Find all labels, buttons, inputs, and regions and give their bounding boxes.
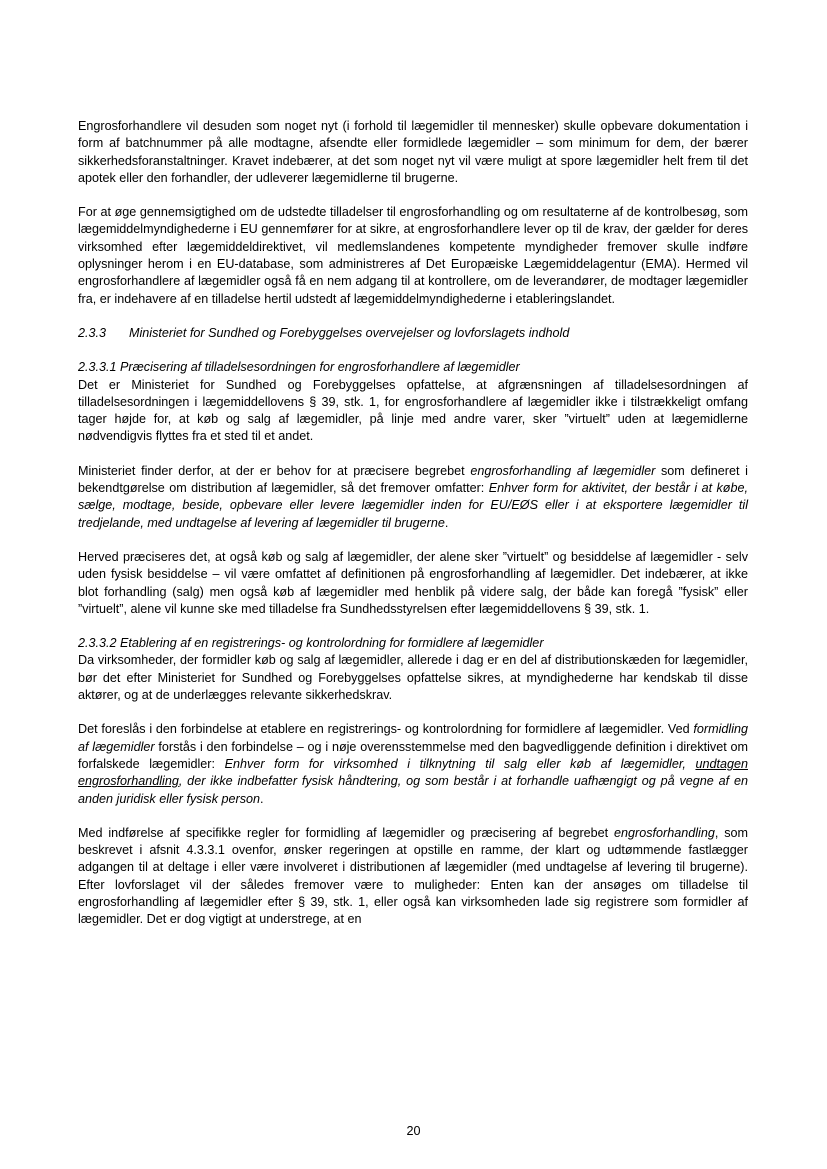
paragraph-definition-wholesale: Ministeriet finder derfor, at der er behov for at præcisere begrebet engrosforhandling af lægemidler som defineret i bekendtgørelse om distribution af lægemidler, så det fremover omfatter: Enhver form for aktivitet, der består i at købe, sælge, modtage, beside, opbevare eller levere lægemidler inden for EU/EØS eller i at eksportere lægemidler til tredjelande, med undtagelse af levering af lægemidler til brugerne.	[78, 463, 749, 530]
page-number: 20	[406, 1124, 421, 1138]
section-title: Ministeriet for Sundhed og Forebyggelses overvejelser og lovforslagets indhold	[129, 325, 570, 340]
paragraph-framework: Med indførelse af specifikke regler for formidling af lægemidler og præcisering af begrebet engrosforhandling, som beskrevet i afsnit 4.3.3.1 ovenfor, ønsker regeringen at opstille en ramme, der klart og udtømmende fastlægger adgangen til at deltage i eller være involveret i distributionen af lægemidler (med undtagelse af levering til brugerne). Efter lovforslaget vil der således fremover være to muligheder: Enten kan der ansøges om tilladelse til engrosforhandling af lægemidler efter § 39, stk. 1, eller også kan virksomheden lade sig registrere som formidler af lægemidler. Det er dog vigtigt at understrege, at en	[78, 825, 748, 927]
section-heading-2-3-3	[78, 325, 748, 342]
definition-text: Enhver form for virksomhed i tilknytning til salg eller køb af lægemidler, undtagen engrosforhandling, der ikke indbefatter fysisk håndtering, og som består i at forhandle uafhængigt og på vegne af en anden juridisk eller fysisk person	[78, 756, 748, 806]
paragraph-batch-documentation: Engrosforhandlere vil desuden som noget nyt (i forhold til lægemidler til mennesker) skulle opbevare dokumentation i form af batchnummer på alle modtagne, afsendte eller formidlede lægemidler – som minimum for dem, der bærer sikkerhedsforanstaltninger. Kravet indebærer, at det som noget nyt vil være muligt at spore lægemidler helt frem til det apotek eller den forhandler, der udleverer lægemidlerne til brugerne.	[78, 119, 748, 185]
underlined-exception: undtagen engrosforhandling	[78, 756, 748, 789]
paragraph-eu-database: For at øge gennemsigtighed om de udstedte tilladelser til engrosforhandling og om resultaterne af de kontrolbesøg, som lægemiddelmyndighederne i EU gennemfører for at sikre, at engrosforhandlere lever op til de krav, der gælder for deres virksomhed efter lægemiddeldirektivet, vil medlemslandenes kompetente myndigheder fremover skulle indføre oplysninger herom i en EU-database, som administreres af Det Europæiske Lægemiddelagentur (EMA). Hermed vil engrosforhandlere af lægemidler også få en nem adgang til at kontrollere, om de leverandører, de modtager lægemidler fra, er indehavere af en tilladelse hertil udstedt af lægemiddelmyndighederne i etableringslandet.	[78, 205, 748, 306]
paragraph-definition-brokering: Det foreslås i den forbindelse at etablere en registrerings- og kontrolordning for formidlere af lægemidler. Ved formidling af lægemidler forstås i den forbindelse – og i nøje overensstemmelse med den bagvedliggende definition i direktivet om forfalskede lægemidler: Enhver form for virksomhed i tilknytning til salg eller køb af lægemidler, undtagen engrosforhandling, der ikke indbefatter fysisk håndtering, og som består i at forhandle uafhængigt og på vegne af en anden juridisk eller fysisk person.	[78, 722, 748, 806]
paragraph-virtual-trade: Det er Ministeriet for Sundhed og Forebyggelses opfattelse, at afgrænsningen af tilladelsesordningen af tilladelsesordningen i lægemiddellovens § 39, stk. 1, for engrosforhandlere af lægemidler ikke i tilstrækkeligt omfang tager højde for, at køb og salg af lægemidler, på linje med andre varer, sker ”virtuelt” uden at lægemidlerne nødvendigvis flyttes fra et sted til et andet.	[78, 377, 748, 444]
subsection-heading-2-3-3-2: 2.3.3.2 Etablering af en registrerings- og kontrolordning for formidlere af lægemidler	[78, 636, 544, 651]
paragraph-intermediaries: Da virksomheder, der formidler køb og salg af lægemidler, allerede i dag er en del af distributionskæden for lægemidler, bør det efter Ministeriet for Sundhed og Forebyggelses opfattelse sikres, at myndighederne har kendskab til disse aktører, og at de underlægges relevante sikkerhedskrav.	[78, 653, 748, 703]
section-number: 2.3.3	[78, 325, 107, 340]
definition-text: Enhver form for aktivitet, der består i at købe, sælge, modtage, beside, opbevare eller levere lægemidler inden for EU/EØS eller i at eksportere lægemidler til tredjelande, med undtagelse af levering af lægemidler til brugerne	[78, 481, 749, 530]
term-engrosforhandling-af-laegemidler: engrosforhandling af lægemidler	[470, 463, 656, 478]
term-formidling-af-laegemidler: formidling af lægemidler	[78, 722, 748, 754]
subsection-heading-2-3-3-1: 2.3.3.1 Præcisering af tilladelsesordningen for engrosforhandlere af lægemidler	[78, 360, 520, 375]
term-engrosforhandling: engrosforhandling	[614, 825, 715, 840]
document-body	[78, 118, 748, 929]
paragraph-clarification: Herved præciseres det, at også køb og salg af lægemidler, der alene sker ”virtuelt” og besiddelse af lægemidler - selv uden fysisk besiddelse – vil være omfattet af definitionen på engrosforhandling af lægemidler. Det indebærer, at ikke blot forhandling (salg) men også køb af lægemidler med henblik på videre salg, der både kan foregå ”fysisk” eller ”virtuelt”, alene vil kunne ske med tilladelse fra Sundhedsstyrelsen efter lægemiddellovens § 39, stk. 1.	[78, 549, 748, 616]
